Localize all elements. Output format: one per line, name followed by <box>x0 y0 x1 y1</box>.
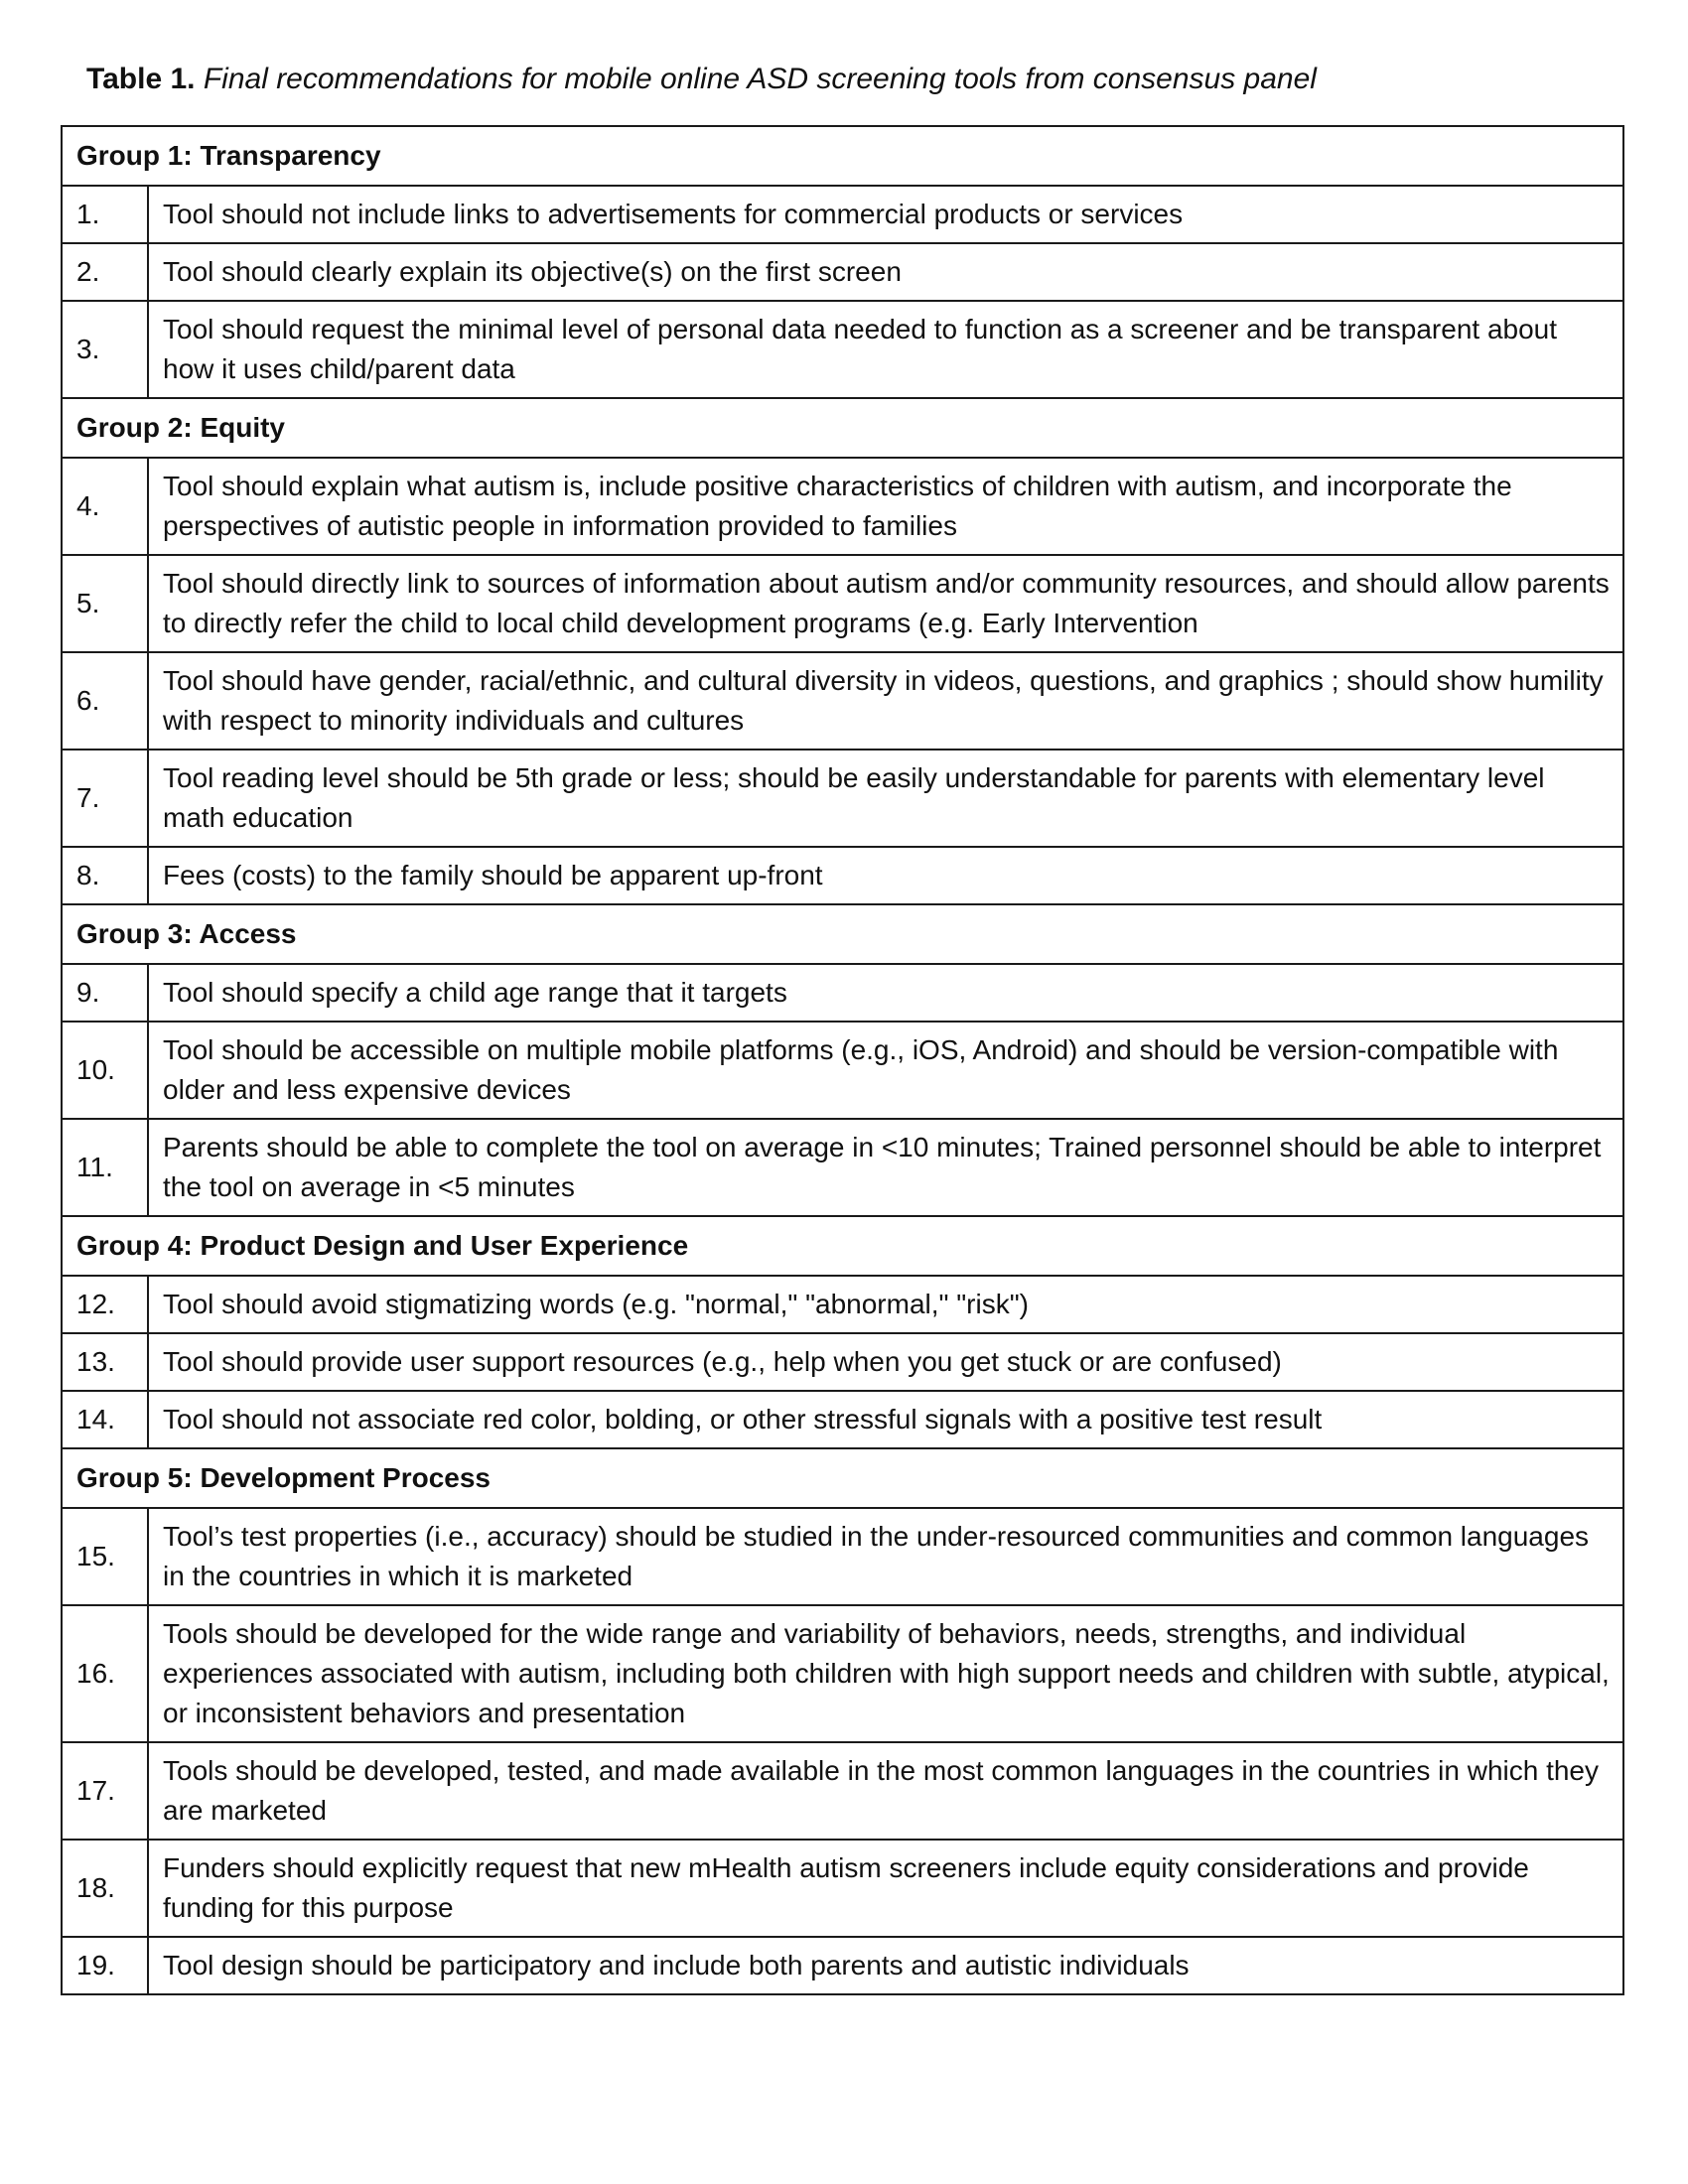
group-header-row <box>62 1216 1623 1276</box>
item-text: Tool should not include links to advertisements for commercial products or services <box>148 186 1623 243</box>
table-row <box>62 1508 1623 1605</box>
item-text: Tools should be developed, tested, and made available in the most common languages in the countries in which they are marketed <box>148 1742 1623 1840</box>
table-row <box>62 1605 1623 1742</box>
item-number: 4. <box>62 458 148 555</box>
item-text: Tool reading level should be 5th grade or less; should be easily understandable for parents with elementary level math education <box>148 750 1623 847</box>
item-number: 14. <box>62 1391 148 1448</box>
item-number: 12. <box>62 1276 148 1333</box>
table-caption <box>86 62 1317 97</box>
table-row <box>62 1937 1623 1994</box>
table-row <box>62 847 1623 904</box>
table-row <box>62 458 1623 555</box>
group-header-row <box>62 398 1623 458</box>
table-row <box>62 1276 1623 1333</box>
recommendations-table <box>61 125 1624 1995</box>
item-text: Parents should be able to complete the tool on average in <10 minutes; Trained personnel should be able to interpret the tool on average in <5 minutes <box>148 1119 1623 1216</box>
item-text: Tool should not associate red color, bolding, or other stressful signals with a positive test result <box>148 1391 1623 1448</box>
table-row <box>62 964 1623 1022</box>
item-number: 9. <box>62 964 148 1022</box>
item-text: Tool should be accessible on multiple mobile platforms (e.g., iOS, Android) and should be version-compatible with older and less expensive devices <box>148 1022 1623 1119</box>
table-row <box>62 243 1623 301</box>
caption-text: Final recommendations for mobile online ASD screening tools from consensus panel <box>203 63 1317 95</box>
item-number: 1. <box>62 186 148 243</box>
item-number: 18. <box>62 1840 148 1937</box>
item-text: Tool design should be participatory and include both parents and autistic individuals <box>148 1937 1623 1994</box>
group-header-row <box>62 1448 1623 1508</box>
item-number: 5. <box>62 555 148 652</box>
table-row <box>62 652 1623 750</box>
table-row <box>62 1742 1623 1840</box>
table-row <box>62 1022 1623 1119</box>
item-text: Fees (costs) to the family should be apparent up-front <box>148 847 1623 904</box>
caption-label: Table 1. <box>86 63 196 95</box>
group-header-row <box>62 126 1623 186</box>
group-title: Group 5: Development Process <box>62 1448 1623 1508</box>
group-header-row <box>62 904 1623 964</box>
item-number: 3. <box>62 301 148 398</box>
item-text: Tools should be developed for the wide range and variability of behaviors, needs, strengths, and individual experiences associated with autism, including both children with high support needs and children with subtle, atypical, or inconsistent behaviors and presentation <box>148 1605 1623 1742</box>
item-text: Tool should provide user support resources (e.g., help when you get stuck or are confused) <box>148 1333 1623 1391</box>
group-title: Group 4: Product Design and User Experience <box>62 1216 1623 1276</box>
table-row <box>62 555 1623 652</box>
table-row <box>62 1840 1623 1937</box>
item-text: Tool should specify a child age range that it targets <box>148 964 1623 1022</box>
group-title: Group 1: Transparency <box>62 126 1623 186</box>
item-text: Tool should have gender, racial/ethnic, and cultural diversity in videos, questions, and graphics ; should show humility with respect to minority individuals and cultures <box>148 652 1623 750</box>
item-text: Tool should clearly explain its objective(s) on the first screen <box>148 243 1623 301</box>
item-text: Tool should avoid stigmatizing words (e.g. "normal," "abnormal," "risk") <box>148 1276 1623 1333</box>
item-number: 17. <box>62 1742 148 1840</box>
item-number: 15. <box>62 1508 148 1605</box>
table-row <box>62 186 1623 243</box>
item-number: 11. <box>62 1119 148 1216</box>
item-text: Funders should explicitly request that new mHealth autism screeners include equity considerations and provide funding for this purpose <box>148 1840 1623 1937</box>
table-row <box>62 1391 1623 1448</box>
table-row <box>62 1333 1623 1391</box>
item-number: 2. <box>62 243 148 301</box>
item-number: 8. <box>62 847 148 904</box>
item-text: Tool should directly link to sources of information about autism and/or community resources, and should allow parents to directly refer the child to local child development programs (e.g. Early Intervention <box>148 555 1623 652</box>
item-text: Tool should request the minimal level of personal data needed to function as a screener and be transparent about how it uses child/parent data <box>148 301 1623 398</box>
item-number: 19. <box>62 1937 148 1994</box>
item-number: 13. <box>62 1333 148 1391</box>
item-number: 10. <box>62 1022 148 1119</box>
item-text: Tool should explain what autism is, include positive characteristics of children with autism, and incorporate the perspectives of autistic people in information provided to families <box>148 458 1623 555</box>
item-number: 7. <box>62 750 148 847</box>
table-row <box>62 750 1623 847</box>
group-title: Group 3: Access <box>62 904 1623 964</box>
group-title: Group 2: Equity <box>62 398 1623 458</box>
table-row <box>62 1119 1623 1216</box>
item-number: 6. <box>62 652 148 750</box>
item-number: 16. <box>62 1605 148 1742</box>
table-row <box>62 301 1623 398</box>
item-text: Tool’s test properties (i.e., accuracy) should be studied in the under-resourced communities and common languages in the countries in which it is marketed <box>148 1508 1623 1605</box>
